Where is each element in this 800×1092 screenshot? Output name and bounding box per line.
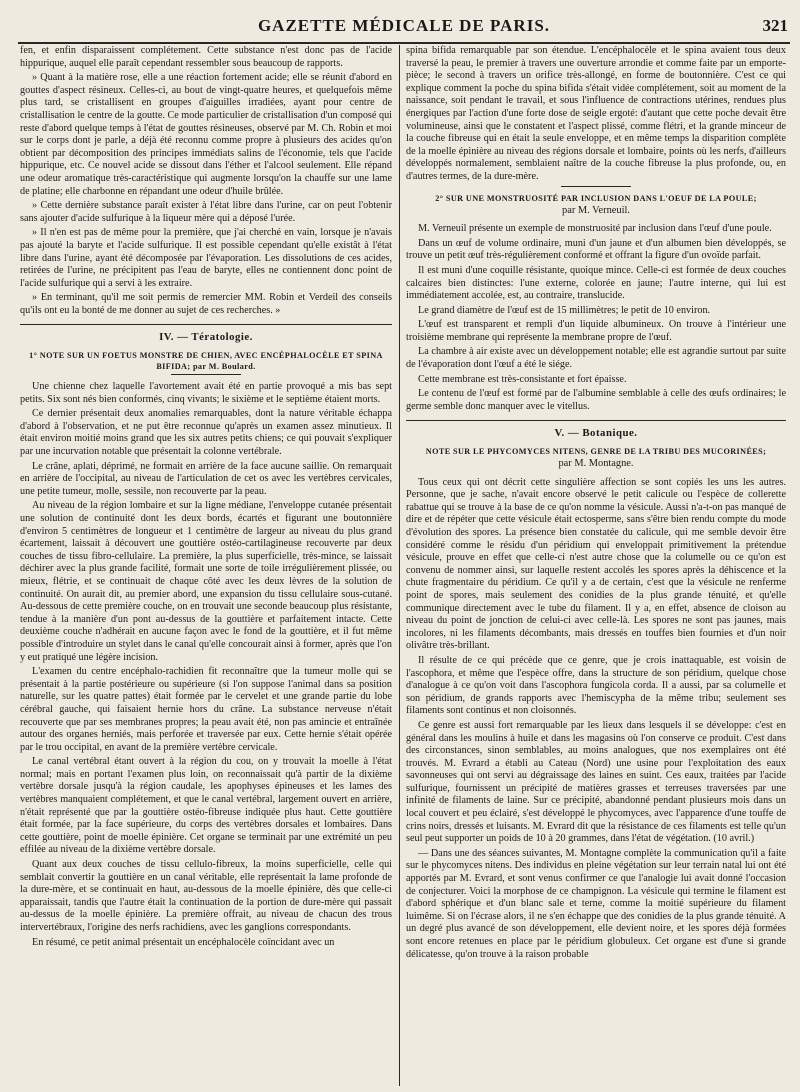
column-divider bbox=[399, 45, 400, 1086]
article-subheading: 1° NOTE SUR UN FOETUS MONSTRE DE CHIEN, AVEC ENCÉPHALOCÈLE ET SPINA BIFIDA; par M. Boulard. bbox=[29, 351, 383, 372]
divider bbox=[561, 186, 631, 187]
paragraph: En résumé, ce petit animal présentait un encéphalocèle coïncidant avec un bbox=[32, 936, 335, 948]
paragraph: L'œuf est transparent et rempli d'un liquide albumineux. On trouve à l'intérieur une troisième membrane qui représente la membrane propre de l'œuf. bbox=[406, 319, 786, 343]
paragraph: Le canal vertébral étant ouvert à la région du cou, on y trouvait la moelle à l'état normal; mais en portant l'examen plus loin, on reconnaissait qu'à partir de la dixième vertèbre dorsale jusqu'à la région caudale, les apophyses épineuses et les lames des vertèbres manquaient complétement, et que le canal vertébral, largement ouvert en arrière, n'était représenté que par la gouttière ostéo-fibreuse indiquée plus haut. Cette gouttière était formée, par la face supérieure, du corps des vertèbres dorsales et lombaires. Dans cette gouttière, point de moelle épinière. Cet organe se terminait par une extrémité un peu effilée au niveau de la dixième vertèbre dorsale. bbox=[20, 756, 392, 856]
paragraph: Au niveau de la région lombaire et sur la ligne médiane, l'enveloppe cutanée présentait une solution de continuité dont les deux bords, écartés et figurant une boutonnière d'environ 5 centimètres de longueur et 1 centimètre de largeur au niveau du plus grand écartement, laissait à découvert une gouttière ostéo-cartilagineuse recouverte par deux couches de tissu fibro-cellulaire. La première, la plus superficielle, très-mince, se laissait déchirer avec la plus grande facilité, formait une sorte de toile irrégulièrement plissée, ou mieux, flétrie, et se continuait de chaque côté avec les deux lèvres de la solution de continuité. On aurait dit, au premier abord, une expansion du tissu cellulaire sous-cutané. Au-dessous de cette première couche, on en trouvait une seconde beaucoup plus résistante, tendue à la manière d'un pont au-dessus de la gouttière et parfaitement intacte. Cette deuxième couche n'adhérait en aucune façon avec le fond de la gouttière, et il fut même possible d'introduire un stylet dans le canal qu'elle concourait ainsi à former, après que l'on y eut pratiqué une légère incision. bbox=[20, 500, 392, 663]
article-subheading: 2° SUR UNE MONSTRUOSITÉ PAR INCLUSION DANS L'OEUF DE LA POULE; bbox=[435, 193, 757, 203]
paragraph: La chambre à air existe avec un développement notable; elle est agrandie surtout par suite de l'évaporation dont l'œuf a été le siége. bbox=[406, 346, 786, 371]
paragraph: Le contenu de l'œuf est formé par de l'albumine semblable à celle des œufs ordinaires; le germe semble donc manquer avec le vitellus. bbox=[406, 388, 786, 412]
page-header bbox=[18, 8, 790, 44]
paragraph: Une chienne chez laquelle l'avortement avait été en partie provoqué a mis bas sept petits. Six sont nés bien conformés, cinq vivants; le sixième et le septième étaient morts. bbox=[20, 381, 392, 405]
paragraph: Il est muni d'une coquille résistante, quoique mince. Celle-ci est formée de deux couches calcaires bien distinctes: l'une externe, colorée en jaune; l'autre interne, qui lui est immédiatement accolée, est, au contraire, translucide. bbox=[406, 264, 786, 302]
paragraph: » Cette dernière substance paraît exister à l'état libre dans l'urine, car on peut l'obtenir sans ajouter d'acide sulfurique à la liqueur mère qui a déposé l'urée. bbox=[20, 200, 392, 224]
paragraph: Ce genre est aussi fort remarquable par les lieux dans lesquels il se développe: c'est en général dans les moulins à huile et dans les magasins où l'on conserve ce produit. C'est dans des circonstances, sinon semblables, au moins analogues, que nos exemplaires ont été trouvés. M. Evrard a établi au Cateau (Nord) une usine pour l'exploitation des eaux savonneuses qui ont servi au dégraissage des laines en suint. Ces eaux, traitées par l'acide sulfurique, fournissent un précipité de matières grasses et terreuses traversées par une infinité de filaments de laine. Sur ce précipité, abandonné pendant plusieurs mois dans un local couvert et peu éclairé, s'est développé le phycomyces, avec l'apparence d'une touffe de crins noirs, dressés et luisants. M. Evrard dit que la résistance de ces filaments est telle qu'un seul peut supporter un poids de 10 à 20 grammes, dans l'état de végétation. (10 avril.) bbox=[406, 719, 786, 845]
right-column bbox=[406, 45, 786, 1088]
divider bbox=[171, 374, 241, 375]
section-heading-teratologie: IV. — Tératologie. bbox=[20, 324, 392, 344]
paragraph: L'examen du centre encéphalo-rachidien fit reconnaître que la tumeur molle qui se présentait à la partie postérieure ou supérieure (si l'on suppose l'animal dans sa position naturelle, sur les quatre pattes) était formée par le cervelet et une grande partie du lobe cérébral gauche, qui faisaient hernie hors du crâne. La substance nerveuse n'était recouverte que par ses membranes propres; la peau avait été, non pas amincie et entraînée autour des organes herniés, mais perforée et traversée par eux. Cette hernie s'était opérée par le trou occipital, en avant de la première vertèbre cervicale. bbox=[20, 666, 392, 753]
article-subheading: NOTE SUR LE PHYCOMYCES NITENS, GENRE DE LA TRIBU DES MUCORINÉES; bbox=[425, 447, 767, 457]
paragraph: Le grand diamètre de l'œuf est de 15 millimètres; le petit de 10 environ. bbox=[418, 304, 711, 316]
article-author: par M. Verneuil. bbox=[562, 204, 630, 216]
paragraph: » Quant à la matière rose, elle a une réaction fortement acide; elle se réunit d'abord en gouttes d'aspect résineux. Celles-ci, au bout de vingt-quatre heures, et quelquefois même plus tard, se cristallisent en groupes d'aiguilles irradiées, ayant pour centre de cristallisation le centre de la goutte. Ce mode particulier de cristallisation d'un composé qui reste d'abord quelque temps à l'état de gouttes résineuses, observé par M. Ch. Robin et moi sur le corps dont je parle, a déjà été reconnu comme propre à plusieurs des acides qu'on obtient par décomposition des principes immédiats salins de l'économie, tels que l'acide hippurique, etc. Ce nouvel acide se dissout dans l'éther et l'alcool seulement. Elle répand une odeur aromatique très-caractéristique qui augmente lorsqu'on la chauffe sur une lame de platine; elle charbonne en répandant une odeur d'huile brûlée. bbox=[20, 72, 392, 197]
left-column bbox=[20, 45, 392, 1088]
paragraph: — Dans une des séances suivantes, M. Montagne complète la communication qu'il a faite sur le phycomyces nitens. Des individus en pleine végétation sur leur terrain natal lui ont été apportés par M. Evrard, et sont venus confirmer ce que l'analogie lui avait donné l'occasion de conjecturer. Voici la morphose de ce champignon. La vésicule qui termine le filament est d'abord sphérique et d'un blanc sale et terne, comme la moitié supérieure du filament luimême. Si on l'écrase alors, il ne s'en échappe que des conidies de la plus grande ténuité. A un degré plus avancé de son développement, elle devient noire, et les spores déjà formées sont encore retenues en place par le péridium globuleux. Cet organe est d'une si grande délicatesse, qu'on trouve à la raison probable bbox=[406, 847, 786, 960]
paragraph: Tous ceux qui ont décrit cette singulière affection se sont copiés les uns les autres. Personne, que je sache, n'avait encore observé le petit calicule ou l'espèce de collerette rabattue qui se trouve à la base de ce qu'on nomme la vésicule. Aussi n'a-t-on pas manqué de dire et de répéter que cette vésicule était ectosperme, sans s'être bien rendu compte du mode d'évolution des spores. La présence bien constatée du calicule, qui me semble devoir être considéré comme le résidu d'un péridium qui enveloppait primitivement la prétendue vésicule, prouve en effet que celle-ci n'est autre chose que la columelle ou ce qu'on est convenu de nommer ainsi, sur laquelle restent accolés les spores après la déhiscence et la chute fragmentaire du péridium. Ce qu'il y a de certain, c'est que la vésicule ne renferme point de spores, mais seulement des conidies de la plus grande ténuité, et qu'elle communique directement avec le tube du filament. Il y a, en effet, absence de cloison au niveau du point de jonction de celui-ci avec celle-là. Les spores ne sont pas jaunes, mais incolores, ni les filaments décombants, mais dressés en touffes bien fournies et d'un noir olivâtre très-brillant. bbox=[406, 476, 786, 652]
paragraph: » Il n'en est pas de même pour la première, que j'ai cherché en vain, lorsque je n'avais pas ajouté la baryte et l'acide sulfurique. Il est possible cependant qu'elle existât à l'état libre dans l'urine, ayant été décomposée par l'évaporation. Les dissolutions de ces acides, retirées de l'urine, ne précipitent pas l'eau de baryte, elles ne contiennent donc point de l'acide sulfurique qui a servi à les extraire. bbox=[20, 227, 392, 289]
page-number: 321 bbox=[762, 16, 788, 35]
paragraph: Il résulte de ce qui précède que ce genre, que je crois inattaquable, est voisin de l'ascophora, et même que l'espèce offre, dans la structure de son péridium, quelque chose d'analogue à ce qu'on voit dans l'ascophora fungicola corda. Il a aussi, par sa columelle et son péridium, de grands rapports avec l'hemiscypha de la même tribu; seulement ses filaments sont continus et non cloisonnés. bbox=[406, 654, 786, 717]
paragraph: Le crâne, aplati, déprimé, ne formait en arrière de la face aucune saillie. On remarquait en arrière de l'occipital, au niveau de l'articulation de cet os avec les vertèbres cervicales, une petite tumeur, molle, sessile, non recouverte par la peau. bbox=[20, 460, 392, 497]
paragraph: Cette membrane est très-consistante et fort épaisse. bbox=[418, 373, 627, 385]
article-author: par M. Montagne. bbox=[558, 458, 634, 470]
paragraph: » En terminant, qu'il me soit permis de remercier MM. Robin et Verdeil des conseils qu'ils ont eu la bonté de me donner au sujet de ces recherches. » bbox=[20, 292, 392, 316]
paragraph: fen, et enfin disparaissent complétement. Cette substance n'est donc pas de l'acide hippurique, auquel elle paraît cependant ressembler sous beaucoup de rapports. bbox=[20, 45, 392, 69]
paragraph: spina bifida remarquable par son étendue. L'encéphalocèle et le spina avaient tous deux traversé la peau, le premier à travers une ouverture arrondie et comme faite par un emporte-pièce; le second à travers un orifice très-allongé, en forme de boutonnière. C'est ce qui explique comment la poche du spina bifida s'était vidée complétement, soit au moment de la naissance, soit pendant le travail, et sous l'influence de contractions utérines, rendues plus énergiques par l'action d'une forte dose de seigle ergoté: d'autant que cette poche devait être volumineuse, ainsi que le constatent et l'aspect plissé, comme flétri, et la grande minceur de la couche fibreuse qui en était la seule enveloppe, et en même temps la disparition complète de la moelle épinière au niveau des régions dorsale et lombaire, points où les nerfs, d'ailleurs développés normalement, semblaient naître de la couche fibreuse la plus profonde, ou, en d'autres termes, de la dure-mère. bbox=[406, 45, 786, 182]
paragraph: M. Verneuil présente un exemple de monstruosité par inclusion dans l'œuf d'une poule. bbox=[418, 223, 772, 235]
publication-title: GAZETTE MÉDICALE DE PARIS. bbox=[257, 16, 551, 35]
paragraph: Dans un œuf de volume ordinaire, muni d'un jaune et d'un albumen bien développés, se trouve un petit œuf très-régulièrement conformé et offrant la figure d'un ovoïde parfait. bbox=[406, 237, 786, 262]
section-heading-botanique: V. — Botanique. bbox=[406, 420, 786, 440]
paragraph: Ce dernier présentait deux anomalies remarquables, dont la nature véritable échappa d'abord à l'observation, et ne put être reconnue qu'après un examen assez minutieux. Il était environ moitié moins grand que les six autres petits chiens; ce qui pouvait s'expliquer par une incurvation notable que présentait la colonne vertébrale. bbox=[20, 408, 392, 458]
paragraph: Quant aux deux couches de tissu cellulo-fibreux, la moins superficielle, celle qui semblait convertir la gouttière en un canal véritable, elle représentait la lame profonde de la dure-mère, et se continuait en haut, au-dessous de la moelle épinière, dès que celle-ci apparaissait, tandis que l'autre était la continuation de la portion de dure-mère qui passait au-dessus de la moelle épinière. La première offrait, au niveau de chacun des trous intervertébraux, l'origine des nerfs rachidiens, avec les ganglions correspondants. bbox=[20, 859, 392, 933]
